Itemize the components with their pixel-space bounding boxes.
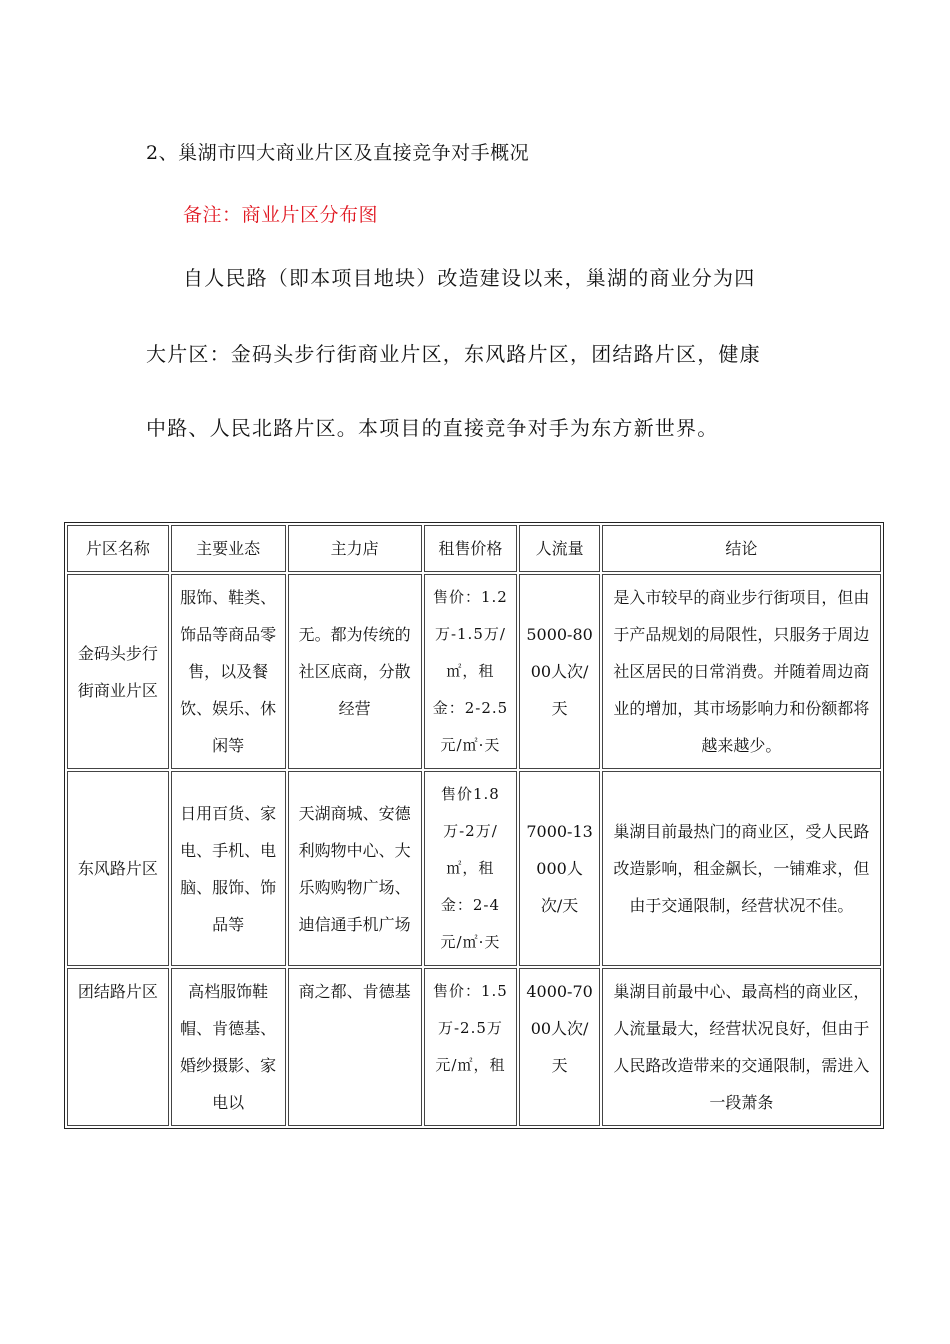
table-header-row — [67, 525, 881, 572]
map-note: 备注：商业片区分布图 — [183, 204, 379, 226]
header-cell: 结论 — [602, 525, 881, 572]
district-name-cell: 东风路片区 — [67, 771, 169, 966]
conclusion-cell: 巢湖目前最中心、最高档的商业区，人流量最大，经营状况良好，但由于人民路改造带来的交通限制，需进入一段萧条 — [602, 968, 881, 1126]
header-cell: 主要业态 — [171, 525, 286, 572]
district-name-cell: 金码头步行街商业片区 — [67, 574, 169, 769]
anchor-store-cell: 商之都、肯德基 — [288, 968, 422, 1126]
district-name-cell: 团结路片区 — [67, 968, 169, 1126]
price-cell: 售价1.8万-2万/㎡，租金：2-4元/㎡·天 — [424, 771, 518, 966]
header-cell: 人流量 — [519, 525, 600, 572]
header-cell: 片区名称 — [67, 525, 169, 572]
intro-paragraph-line-2: 大片区：金码头步行街商业片区，东风路片区，团结路片区，健康 — [146, 342, 761, 366]
district-comparison-table — [64, 522, 884, 1129]
anchor-store-cell: 天湖商城、安德利购物中心、大乐购购物广场、迪信通手机广场 — [288, 771, 422, 966]
table-row — [67, 968, 881, 1126]
price-cell: 售价：1.5万-2.5万元/㎡，租 — [424, 968, 518, 1126]
section-heading: 2、巢湖市四大商业片区及直接竞争对手概况 — [146, 142, 530, 164]
conclusion-cell: 巢湖目前最热门的商业区，受人民路改造影响，租金飙长，一铺难求，但由于交通限制，经营状况不佳。 — [602, 771, 881, 966]
district-table-container — [64, 522, 886, 1191]
anchor-store-cell: 无。都为传统的社区底商，分散经营 — [288, 574, 422, 769]
traffic-cell: 4000-7000人次/天 — [519, 968, 600, 1126]
table-row — [67, 771, 881, 966]
intro-paragraph-line-1: 自人民路（即本项目地块）改造建设以来，巢湖的商业分为四 — [183, 266, 756, 290]
traffic-cell: 7000-13000人次/天 — [519, 771, 600, 966]
table-row — [67, 574, 881, 769]
business-type-cell: 高档服饰鞋帽、肯德基、婚纱摄影、家电以 — [171, 968, 286, 1126]
price-cell: 售价：1.2万-1.5万/㎡，租金：2-2.5元/㎡·天 — [424, 574, 518, 769]
business-type-cell: 日用百货、家电、手机、电脑、服饰、饰品等 — [171, 771, 286, 966]
conclusion-cell: 是入市较早的商业步行街项目，但由于产品规划的局限性，只服务于周边社区居民的日常消费。并随着周边商业的增加，其市场影响力和份额都将越来越少。 — [602, 574, 881, 769]
traffic-cell: 5000-8000人次/天 — [519, 574, 600, 769]
business-type-cell: 服饰、鞋类、饰品等商品零售，以及餐饮、娱乐、休闲等 — [171, 574, 286, 769]
intro-paragraph-line-3: 中路、人民北路片区。本项目的直接竞争对手为东方新世界。 — [146, 416, 719, 440]
header-cell: 租售价格 — [424, 525, 518, 572]
header-cell: 主力店 — [288, 525, 422, 572]
